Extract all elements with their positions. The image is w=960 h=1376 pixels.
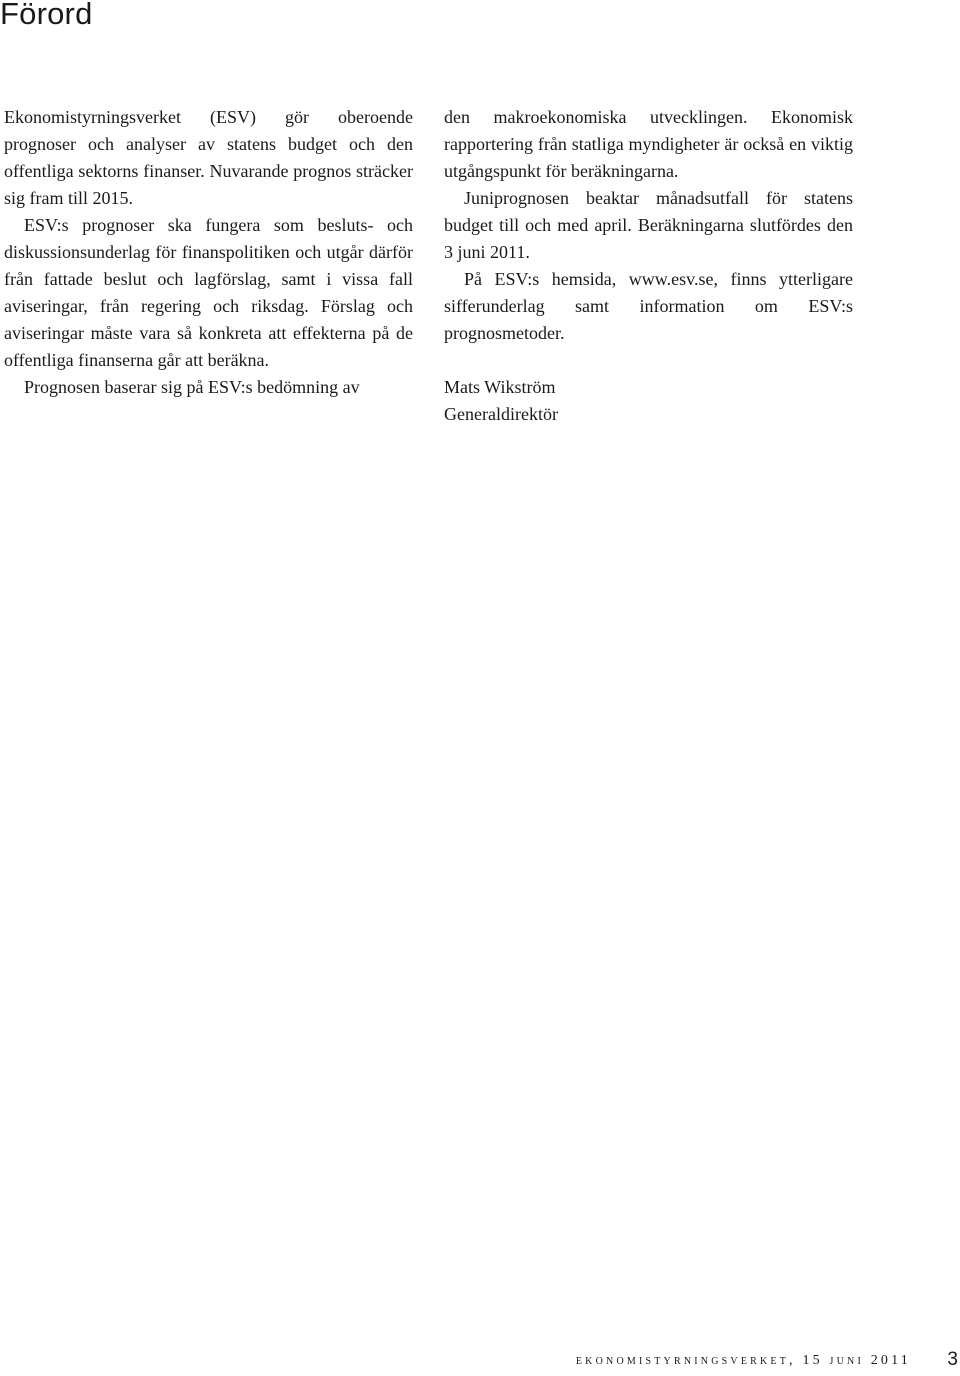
left-text-column [4,104,413,401]
right-text-column [444,104,853,428]
page-title: Förord [0,0,93,31]
forecast-basis-paragraph: ESV:s prognoser ska fungera som besluts- och diskussionsunderlag för finanspolitiken och utgår därför från fattade beslut och lagförslag, samt i vissa fall aviseringar, från regering och riksdag. Förslag och aviseringar måste vara så konkreta att effekterna på de offentliga finanserna går att beräkna. [4,215,413,370]
footer-running-text: ekonomistyrningsverket, 15 juni 2011 [575,1353,911,1368]
signature-block [444,374,853,428]
june-forecast-paragraph: Juniprognosen beaktar månadsutfall för statens budget till och med april. Beräkningarna slutfördes den 3 juni 2011. [444,188,853,262]
website-paragraph: På ESV:s hemsida, www.esv.se, finns ytterligare sifferunderlag samt information om ESV:s prognosmetoder. [444,269,853,343]
page-number: 3 [947,1349,958,1370]
intro-paragraph: Ekonomistyrningsverket (ESV) gör oberoende prognoser och analyser av statens budget och den offentliga sektorns finanser. Nuvarande prognos sträcker sig fram till 2015. [4,107,413,208]
signatory-role: Generaldirektör [444,404,558,424]
page-footer [0,1349,960,1376]
assessment-paragraph: Prognosen baserar sig på ESV:s bedömning av [24,377,360,397]
signatory-name: Mats Wikström [444,377,556,397]
macro-paragraph: den makroekonomiska utvecklingen. Ekonomisk rapportering från statliga myndigheter är också en viktig utgångspunkt för beräkningarna. [444,107,853,181]
